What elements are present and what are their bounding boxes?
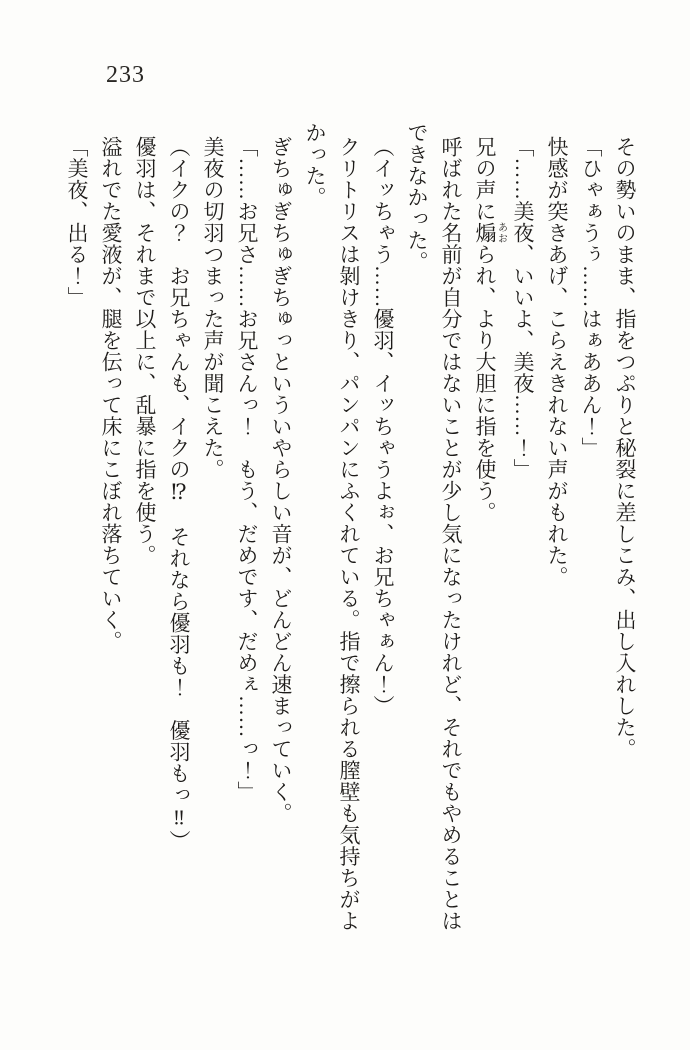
- novel-line: 「……美夜、いいよ、美夜……！」: [511, 135, 535, 480]
- ruby-furigana: あお: [495, 221, 507, 244]
- ruby-base: 煽: [473, 221, 497, 244]
- novel-line: 「美夜、出る！」: [65, 135, 89, 308]
- novel-line: 呼ばれた名前が自分ではないことが少し気になったけれど、それでもやめることはできなかった。: [405, 122, 463, 932]
- novel-line: ぎちゅぎちゅぎちゅっといういやらしい音が、どんどん速まっていく。: [269, 135, 293, 824]
- ruby-before-text: 兄の声に: [473, 135, 497, 222]
- novel-line: 「ひゃぁうぅ……はぁああん！」: [579, 135, 603, 459]
- novel-text-block: [60, 122, 642, 944]
- novel-line: 快感が突きあげ、こらえきれない声がもれた。: [545, 135, 569, 588]
- novel-line: クリトリスは剝けきり、パンパンにふくれている。指で擦られる膣壁も気持ちがよかった。: [303, 122, 361, 932]
- novel-line: （イッちゃう……優羽、イッちゃうよぉ、お兄ちゃぁん！）: [371, 135, 395, 717]
- ruby-annotation: [473, 221, 507, 244]
- novel-line: （イクの？ お兄ちゃんも、イクの⁉ それなら優羽も！ 優羽もっ‼）: [167, 135, 191, 852]
- page-number: 233: [106, 62, 145, 88]
- novel-line-with-ruby: [468, 122, 506, 944]
- novel-line: 溢れでた愛液が、腿を伝って床にこぼれ落ちていく。: [99, 135, 123, 652]
- novel-line: 美夜の切羽つまった声が聞こえた。: [201, 135, 225, 480]
- novel-line: 「……お兄さ……お兄さんっ！ もう、だめです、だめぇ……っ！」: [235, 135, 259, 803]
- ruby-after-text: られ、より大胆に指を使う。: [473, 243, 497, 523]
- novel-line: 優羽は、それまで以上に、乱暴に指を使う。: [133, 135, 157, 566]
- novel-line: その勢いのまま、指をつぷりと秘裂に差しこみ、出し入れした。: [613, 135, 637, 760]
